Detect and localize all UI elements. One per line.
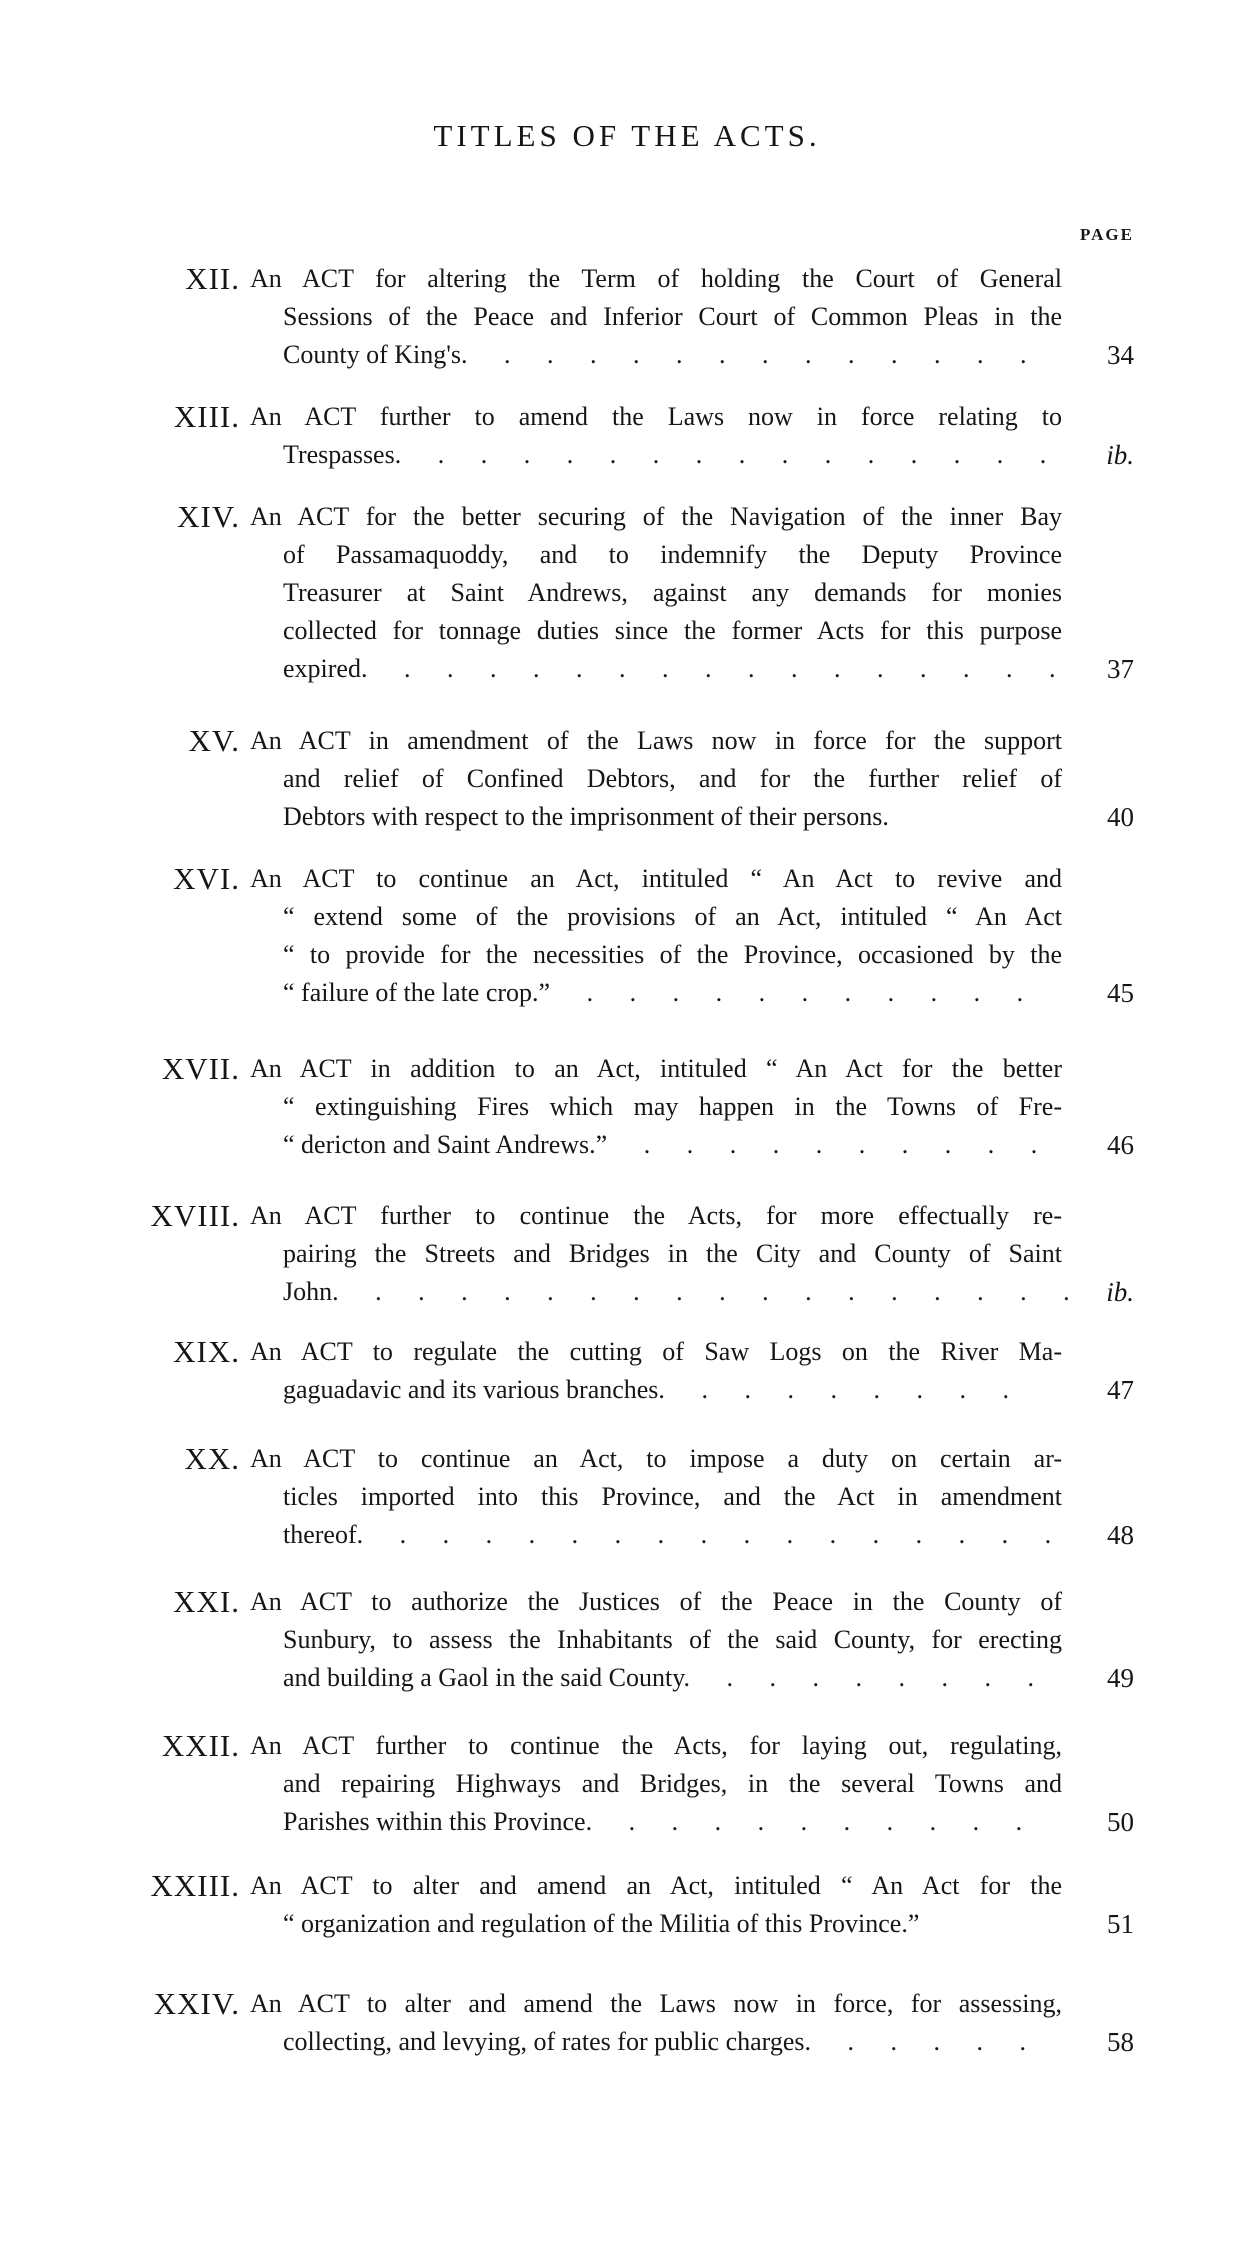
act-title (250, 1333, 1062, 1409)
act-title-line: and repairing Highways and Bridges, in the several Towns and (283, 1769, 1062, 1798)
act-title (250, 1197, 1070, 1311)
act-numeral: XXIV. (153, 1986, 240, 2021)
act-title-line: An ACT to authorize the Justices of the Peace in the County of (250, 1587, 1062, 1616)
act-page-number: 50 (1107, 1807, 1134, 1837)
act-title-line: Sunbury, to assess the Inhabitants of the said County, for erecting (283, 1625, 1062, 1654)
act-numeral: XX. (184, 1441, 240, 1476)
act-title (250, 398, 1062, 474)
act-title-line: and building a Gaol in the said County. . . . . . . . . (283, 1663, 1035, 1692)
act-numeral: XXI. (173, 1584, 240, 1619)
act-title-line: An ACT to alter and amend an Act, intituled “ An Act for the (250, 1871, 1062, 1900)
dotted-leader: . . . . . . . . . . . . . . . . (363, 1520, 1052, 1549)
act-title (250, 1985, 1062, 2061)
act-numeral: XIX. (173, 1334, 240, 1369)
act-title-line: thereof. . . . . . . . . . . . . . . . . (283, 1520, 1052, 1549)
act-title-line: John. . . . . . . . . . . . . . . . . . (283, 1277, 1070, 1306)
act-title-line: An ACT further to continue the Acts, for laying out, regulating, (250, 1731, 1062, 1760)
act-numeral: XVIII. (150, 1198, 240, 1233)
act-page-number: 46 (1107, 1130, 1134, 1160)
dotted-leader: . . . . . . . . . . . . . (467, 340, 1027, 369)
act-title-line: Debtors with respect to the imprisonment of their persons. (283, 802, 889, 831)
dotted-leader: . . . . . . . . . . . (550, 978, 1024, 1007)
act-numeral: XIII. (173, 399, 240, 434)
act-title-line: Parishes within this Province. . . . . . . . . . . (283, 1807, 1023, 1836)
act-title-line: An ACT for altering the Term of holding the Court of General (250, 264, 1062, 293)
act-title-line: An ACT further to amend the Laws now in force relating to (250, 402, 1062, 431)
act-numeral: XII. (185, 261, 240, 296)
act-title (250, 498, 1062, 688)
act-title-line: “ extinguishing Fires which may happen in the Towns of Fre- (283, 1092, 1062, 1121)
act-numeral: XV. (188, 723, 240, 758)
act-title-line: An ACT in addition to an Act, intituled “ An Act for the better (250, 1054, 1062, 1083)
act-title-line: “ dericton and Saint Andrews.” . . . . . . . . . . (283, 1130, 1038, 1159)
act-page-number: 40 (1107, 802, 1134, 832)
act-title-line: of Passamaquoddy, and to indemnify the Deputy Province (283, 540, 1062, 569)
page-column-heading: PAGE (1080, 225, 1134, 244)
act-title-line: “ organization and regulation of the Militia of this Province.” (283, 1909, 920, 1938)
dotted-leader: . . . . . . . . (664, 1375, 1009, 1404)
act-title-line: An ACT in amendment of the Laws now in force for the support (250, 726, 1062, 755)
act-title-line: Treasurer at Saint Andrews, against any demands for monies (283, 578, 1062, 607)
page-title: TITLES OF THE ACTS. (433, 118, 821, 153)
act-title-line: expired. . . . . . . . . . . . . . . . . (283, 654, 1056, 683)
act-title-line: collecting, and levying, of rates for public charges. . . . . . (283, 2027, 1027, 2056)
act-title-line: gaguadavic and its various branches. . . . . . . . . (283, 1375, 1009, 1404)
act-numeral: XVII. (161, 1051, 240, 1086)
act-title-line: pairing the Streets and Bridges in the City and County of Saint (283, 1239, 1062, 1268)
act-title-line: “ failure of the late crop.” . . . . . . . . . . . (283, 978, 1024, 1007)
dotted-leader: . . . . . . . . . . (607, 1130, 1038, 1159)
act-title-line: An ACT to continue an Act, intituled “ An Act to revive and (250, 864, 1062, 893)
act-page-number: ib. (1106, 440, 1134, 470)
act-title-line: An ACT for the better securing of the Navigation of the inner Bay (250, 502, 1062, 531)
act-title-line: An ACT to regulate the cutting of Saw Logs on the River Ma- (250, 1337, 1062, 1366)
act-page-number: 58 (1107, 2027, 1134, 2057)
act-numeral: XVI. (173, 861, 240, 896)
act-title (250, 1867, 1062, 1943)
dotted-leader: . . . . . . . . (690, 1663, 1035, 1692)
act-title-line: An ACT to alter and amend the Laws now in force, for assessing, (250, 1989, 1062, 2018)
act-page-number: 45 (1107, 978, 1134, 1008)
dotted-leader: . . . . . . . . . . . . . . . (401, 440, 1047, 469)
act-title-line: Sessions of the Peace and Inferior Court of Common Pleas in the (283, 302, 1062, 331)
act-numeral: XXII. (161, 1728, 240, 1763)
dotted-leader: . . . . . . . . . . (592, 1807, 1023, 1836)
act-title (250, 260, 1062, 374)
act-title-line: “ to provide for the necessities of the Province, occasioned by the (283, 940, 1062, 969)
act-title-line: “ extend some of the provisions of an Act, intituled “ An Act (283, 902, 1062, 931)
act-title (250, 722, 1062, 836)
act-title (250, 860, 1062, 1012)
act-title-line: and relief of Confined Debtors, and for the further relief of (283, 764, 1062, 793)
dotted-leader: . . . . . (811, 2027, 1027, 2056)
act-title-line: An ACT to continue an Act, to impose a duty on certain ar- (250, 1444, 1062, 1473)
act-title (250, 1440, 1062, 1554)
act-title-line: collected for tonnage duties since the former Acts for this purpose (283, 616, 1062, 645)
act-title-line: Trespasses. . . . . . . . . . . . . . . . (283, 440, 1047, 469)
act-title (250, 1583, 1062, 1697)
act-title-line: An ACT further to continue the Acts, for more effectually re- (250, 1201, 1062, 1230)
act-page-number: 34 (1107, 340, 1134, 370)
act-title-line: County of King's. . . . . . . . . . . . . . (283, 340, 1027, 369)
act-title (250, 1727, 1062, 1841)
act-title (250, 1050, 1062, 1164)
act-title-line: ticles imported into this Province, and the Act in amendment (283, 1482, 1062, 1511)
act-page-number: 48 (1107, 1520, 1134, 1550)
act-page-number: 51 (1107, 1909, 1134, 1939)
act-numeral: XIV. (177, 499, 240, 534)
act-page-number: 47 (1107, 1375, 1134, 1405)
dotted-leader: . . . . . . . . . . . . . . . . . (338, 1277, 1070, 1306)
act-numeral: XXIII. (150, 1868, 240, 1903)
act-page-number: 37 (1107, 654, 1134, 684)
dotted-leader: . . . . . . . . . . . . . . . . (367, 654, 1056, 683)
act-page-number: 49 (1107, 1663, 1134, 1693)
act-page-number: ib. (1106, 1277, 1134, 1307)
